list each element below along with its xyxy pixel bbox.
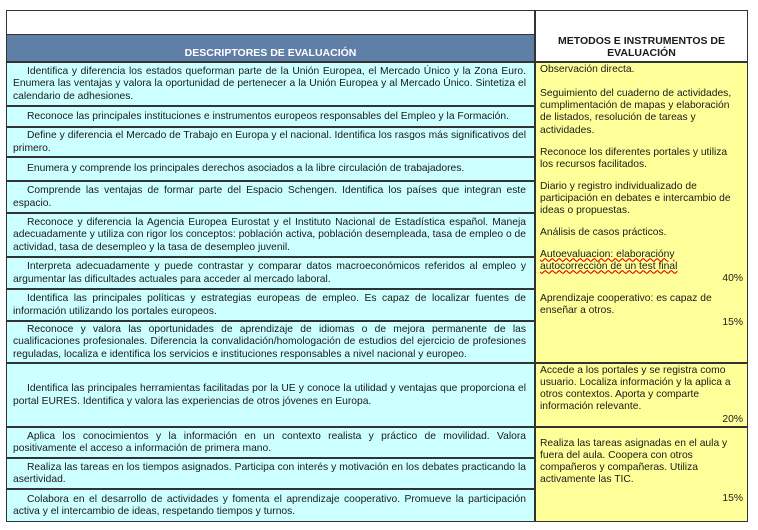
descriptor-row: Comprende las ventajas de formar parte del Espacio Schengen. Identifica los países que integran este espacio. — [6, 181, 535, 213]
descriptor-row: Identifica las principales herramientas facilitadas por la UE y conoce la utilidad y ventajas que proporciona el portal EURES. Identifica y valora las experiencias de otros jóvenes en Europa. — [6, 363, 535, 427]
header-blank-cell — [6, 10, 535, 35]
descriptor-row: Reconoce y valora las oportunidades de aprendizaje de idiomas o de mejora permanente de las cualificaciones profesionales. Diferencia la convalidación/homologación de estudios del ejercicio de profesiones reguladas, localiza e identifica los servicios e instituciones responsables a nivel nacional y europeo. — [6, 321, 535, 363]
descriptores-header: DESCRIPTORES DE EVALUACIÓN — [6, 34, 535, 62]
descriptor-row: Aplica los conocimientos y la información en un contexto realista y práctico de movilidad. Valora positivamente el acceso a información de primera mano. — [6, 427, 535, 458]
descriptor-row: Colabora en el desarrollo de actividades y fomenta el aprendizaje cooperativo. Promueve la participación activa y el intercambio de ideas, respetando tiempos y turnos. — [6, 489, 535, 522]
descriptor-row: Identifica y diferencia los estados queforman parte de la Unión Europea, el Mercado Único y la Zona Euro. Enumera las ventajas y valora la oportunidad de pertenecer a la Unión Europea y al Mercado Único. Sintetiza el calendario de adhesiones. — [6, 62, 535, 106]
metodos-header: METODOS E INSTRUMENTOS DE EVALUACIÓN — [535, 10, 748, 62]
metodos-cell-tareas: Realiza las tareas asignadas en el aula y fuera del aula. Coopera con otros compañeros y compañeras. Utiliza activamente las TIC. 15% — [535, 427, 748, 522]
descriptor-row: Interpreta adecuadamente y puede contrastar y comparar datos macroeconómicos referidos al empleo y argumentar las dificultades actuales para acceder al mercado laboral. — [6, 257, 535, 289]
descriptor-row: Realiza las tareas en los tiempos asignados. Participa con interés y motivación en los debates practicando la asertividad. — [6, 458, 535, 489]
metodos-cell-main: Observación directa. Seguimiento del cuaderno de actividades, cumplimentación de mapas y elaboración de listados, resolución de tareas y actividades. Reconoce los diferentes portales y utiliza los recursos facilitados. Diario y registro individualizado de participación en debates e intercambio de ideas o propuestas. Análisis de casos prácticos. Autoevaluacion: elaboracióny autocorrección de un test final 40% Aprendizaje cooperativo: es capaz de enseñar a otros. 15% — [535, 62, 748, 363]
descriptor-row: Define y diferencia el Mercado de Trabajo en Europa y el nacional. Identifica los rasgos más significativos del primero. — [6, 127, 535, 157]
metodos-cell-portales: Accede a los portales y se registra como usuario. Localiza información y la aplica a otros contextos. Aporta y comparte información relevante. 20% — [535, 363, 748, 427]
descriptor-row: Enumera y comprende los principales derechos asociados a la libre circulación de trabajadores. — [6, 157, 535, 181]
descriptor-row: Reconoce las principales instituciones e instrumentos europeos responsables del Empleo y la Formación. — [6, 106, 535, 127]
descriptor-row: Reconoce y diferencia la Agencia Europea Eurostat y el Instituto Nacional de Estadística español. Maneja adecuadamente y utiliza con rigor los conceptos: población activa, población desempleada, tasa de empleo o de actividad, tasa de desempleo y la tasa de desempleo juvenil. — [6, 213, 535, 257]
descriptor-row: Identifica las principales políticas y estrategias europeas de empleo. Es capaz de localizar fuentes de información utilizando los portales europeos. — [6, 289, 535, 321]
